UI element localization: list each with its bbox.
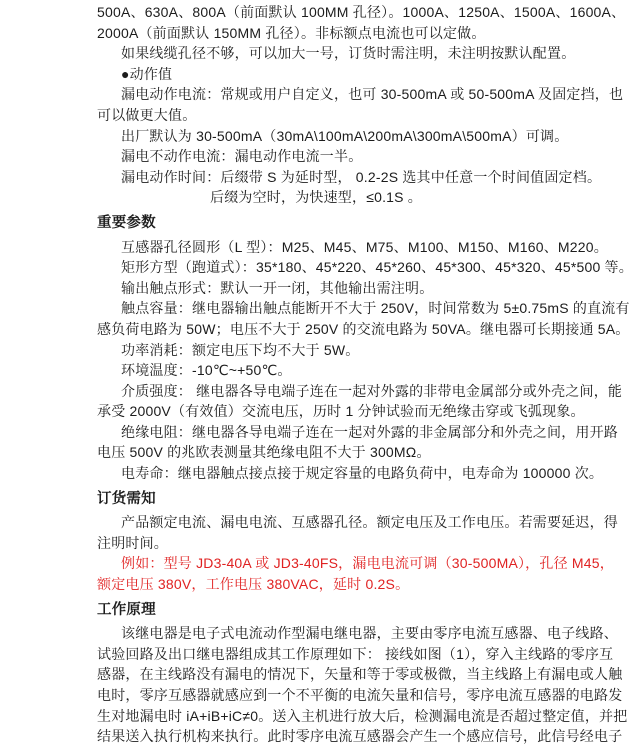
heading-order-notes: 订货需知: [97, 490, 156, 507]
doc-line: 出厂默认为 30-500mA（30mA\100mA\200mA\300mA\500mA）可调。: [121, 127, 569, 144]
doc-line: 后缀为空时，为快速型，≤0.1S 。: [210, 189, 422, 206]
doc-line: 结果送入执行机构来执行。此时零序电流互感器会产生一个感应信号，此信号经电子: [97, 728, 623, 745]
doc-line: 互感器孔径圆形（L 型）：M25、M45、M75、M100、M150、M160、M220。: [121, 238, 608, 255]
doc-line: 如果线缆孔径不够，可以加大一号，订货时需注明，未注明按默认配置。: [121, 45, 576, 62]
doc-line: 500A、630A、800A（前面默认 100MM 孔径）。1000A、1250A、1500A、1600A、: [97, 4, 626, 20]
doc-line: 触点容量：继电器输出触点能断开不大于 250V，时间常数为 5±0.75mS 的直流有: [121, 300, 630, 317]
doc-line: 绝缘电阻：继电器各导电端子连在一起对外露的非金属部分和外壳之间，用开路: [121, 423, 618, 440]
order-example-line: 例如：型号 JD3-40A 或 JD3-40FS，漏电电流可调（30-500MA），孔径 M45，: [121, 555, 614, 572]
doc-line: 产品额定电流、漏电电流、互感器孔径。额定电压及工作电压。若需要延迟，得: [121, 514, 618, 531]
doc-line: 环境温度：-10℃~+50℃。: [121, 362, 292, 379]
doc-line: 介质强度： 继电器各导电端子连在一起对外露的非带电金属部分或外壳之间，能: [121, 382, 623, 399]
doc-line: 漏电动作时间：后缀带 S 为延时型， 0.2-2S 选其中任意一个时间值固定档。: [121, 168, 602, 185]
doc-line: 电压 500V 的兆欧表测量其绝缘电阻不大于 300MΩ。: [97, 444, 431, 461]
doc-line: 生对地漏电时 iA+iB+iC≠0。送入主机进行放大后，检测漏电流是否超过整定值，并把: [97, 707, 628, 724]
order-example-line: 额定电压 380V，工作电压 380VAC，延时 0.2S。: [97, 576, 410, 593]
doc-line: 2000A（前面默认 150MM 孔径）。非标额点电流也可以定做。: [97, 24, 486, 41]
heading-important-parameters: 重要参数: [97, 214, 156, 231]
doc-line: 注明时间。: [97, 534, 168, 551]
doc-line: 感负荷电路为 50W；电压不大于 250V 的交流电路为 50VA。继电器可长期接通 5A。: [97, 320, 630, 337]
doc-line: 可以做更大值。: [97, 106, 197, 123]
doc-line: 电寿命：继电器触点接点接于规定容量的电路负荷中，电寿命为 100000 次。: [121, 465, 604, 482]
doc-line: 该继电器是电子式电流动作型漏电继电器，主要由零序电流互感器、电子线路、: [121, 625, 618, 642]
doc-line: 输出触点形式：默认一开一闭，其他输出需注明。: [121, 279, 434, 296]
bullet-action-value: ●动作值: [121, 65, 173, 82]
doc-line: 感器，在主线路没有漏电的情况下，矢量和等于零或极微，当主线路上有漏电或人触: [97, 666, 623, 683]
doc-line: 漏电动作电流：常规或用户自定义，也可 30-500mA 或 50-500mA 及固定挡，也: [121, 86, 624, 103]
heading-working-principle: 工作原理: [97, 601, 156, 618]
doc-line: 矩形方型（跑道式）：35*180、45*220、45*260、45*300、45*320、45*500 等。: [121, 259, 633, 276]
doc-line: 漏电不动作电流：漏电动作电流一半。: [121, 148, 363, 165]
doc-line: 功率消耗：额定电压下均不大于 5W。: [121, 341, 360, 358]
doc-line: 试验回路及出口继电器组成其工作原理如下： 接线如图（1），穿入主线路的零序互: [97, 645, 614, 662]
doc-line: 电时，零序互感器就感应到一个不平衡的电流矢量和信号，零序电流互感器的电路发: [97, 687, 623, 703]
doc-line: 承受 2000V（有效值）交流电压，历时 1 分钟试验而无绝缘击穿或飞弧现象。: [97, 403, 585, 420]
